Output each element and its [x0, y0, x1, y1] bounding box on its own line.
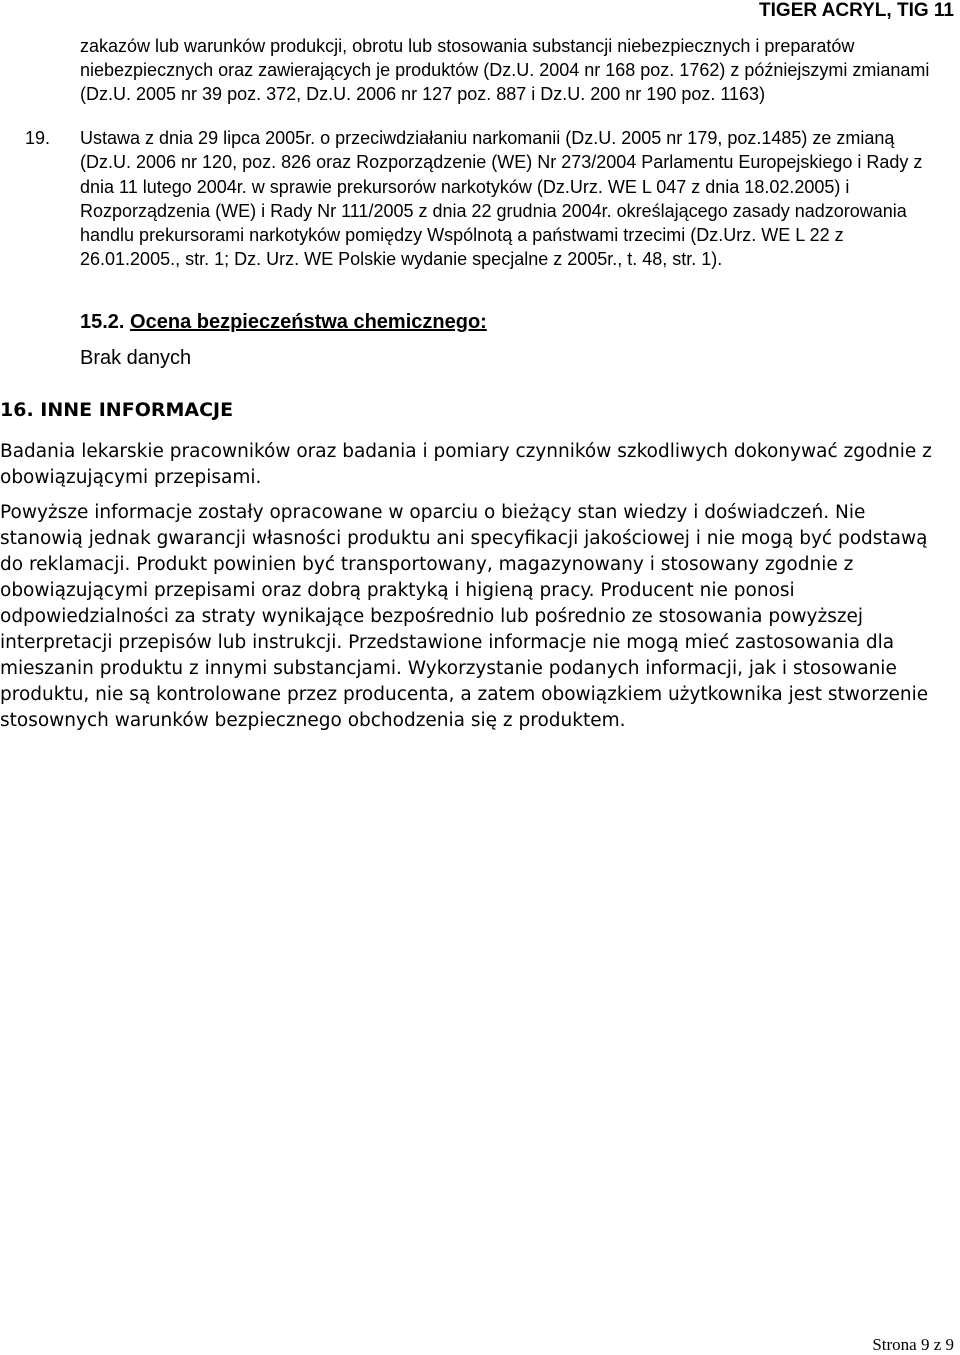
subsection-title: Ocena bezpieczeństwa chemicznego: [130, 311, 487, 333]
regulation-item-text: Ustawa z dnia 29 lipca 2005r. o przeciwdziałaniu narkomanii (Dz.U. 2005 nr 179, poz.1485) ze zmianą (Dz.U. 2006 nr 120, poz. 826 oraz Rozporządzenie (WE) Nr 273/2004 Parlamentu Europejskiego i Rady z dnia 11 lutego 2004r. w sprawie prekursorów narkotyków (Dz.Urz. WE L 047 z dnia 18.02.2005) i Rozporządzenia (WE) i Rady Nr 111/2005 z dnia 22 grudnia 2004r. określającego zasady nadzorowania handlu prekursorami narkotyków pomiędzy Wspólnotą a państwami trzecimi (Dz.Urz. WE L 22 z 26.01.2005., str. 1; Dz. Urz. WE Polskie wydanie specjalne z 2005r., t. 48, str. 1). [80, 128, 923, 270]
subsection-15-2-heading [80, 311, 487, 334]
document-header-title: TIGER ACRYL, TIG 11 [759, 0, 954, 21]
subsection-content: Brak danych [80, 347, 192, 369]
section-16-heading: 16. INNE INFORMACJE [0, 399, 234, 421]
regulation-item-continuation-text: zakazów lub warunków produkcji, obrotu lub stosowania substancji niebezpiecznych i preparatów niebezpiecznych oraz zawierających je produktów (Dz.U. 2004 nr 168 poz. 1762) z późniejszymi zmianami (Dz.U. 2005 nr 39 poz. 372, Dz.U. 2006 nr 127 poz. 887 i Dz.U. 200 nr 190 poz. 1163) [80, 36, 930, 104]
paragraph-disclaimer: Powyższe informacje zostały opracowane w oparciu o bieżący stan wiedzy i doświadczeń. Nie stanowią jednak gwarancji własności produktu ani specyfikacji jakościowej i nie mogą być podstawą do reklamacji. Produkt powinien być transportowany, magazynowany i stosowany zgodnie z obowiązującymi przepisami oraz dobrą praktyką i higieną pracy. Producent nie ponosi odpowiedzialności za straty wynikające bezpośrednio lub pośrednio ze stosowania powyższej interpretacji przepisów lub instrukcji. Przedstawione informacje nie mogą mieć zastosowania dla mieszanin produktu z innymi substancjami. Wykorzystanie podanych informacji, jak i stosowanie produktu, nie są kontrolowane przez producenta, a zatem obowiązkiem użytkownika jest stworzenie stosownych warunków bezpiecznego obchodzenia się z produktem. [0, 502, 929, 731]
regulation-item-number: 19. [25, 128, 51, 148]
page-number: Strona 9 z 9 [872, 1335, 954, 1354]
paragraph-medical-exams: Badania lekarskie pracowników oraz badania i pomiary czynników szkodliwych dokonywać zgodnie z obowiązującymi przepisami. [0, 441, 932, 488]
subsection-number: 15.2. [80, 311, 125, 333]
regulation-list-continuation [80, 34, 950, 106]
